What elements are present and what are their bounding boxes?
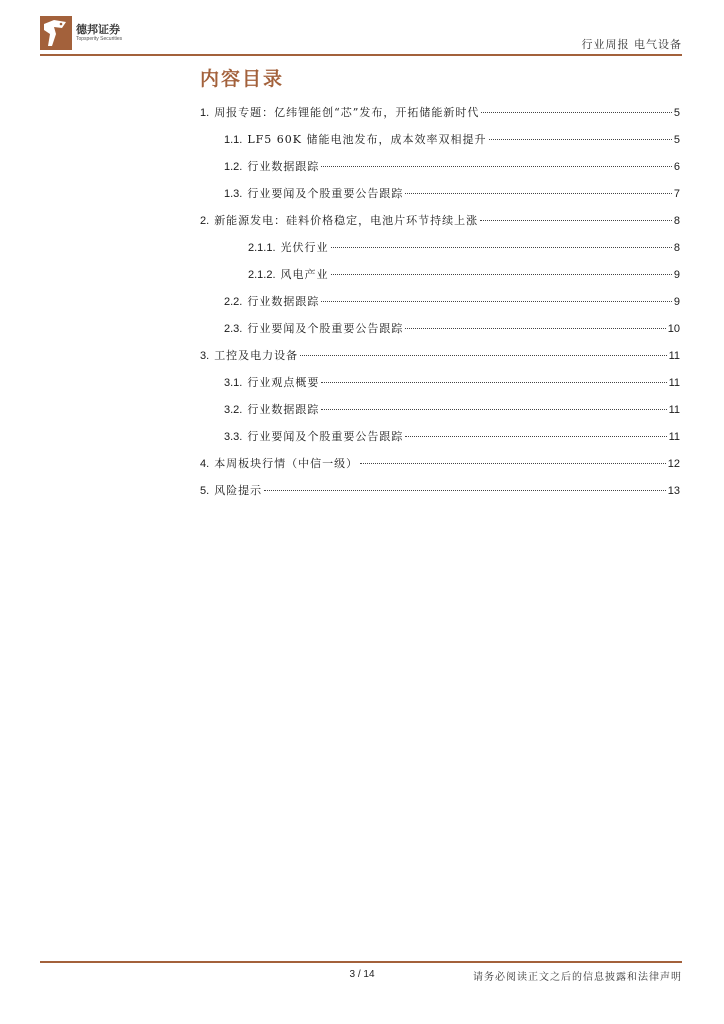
toc-entry-page: 9 — [673, 296, 680, 308]
toc-entry-page: 11 — [668, 377, 680, 389]
toc-entry-number: 2.3. — [224, 323, 243, 335]
toc-entry-number: 1. — [200, 107, 210, 119]
toc-entry-number: 1.3. — [224, 188, 243, 200]
toc-entry-number: 3.3. — [224, 431, 243, 443]
toc-entry-number: 3.1. — [224, 377, 243, 389]
toc-entry-number: 2. — [200, 215, 210, 227]
toc-entry-title: 行业观点概要 — [247, 376, 320, 389]
toc-entry-number: 3.2. — [224, 404, 243, 416]
toc-dot-leader — [405, 193, 672, 194]
toc-dot-leader — [360, 463, 666, 464]
toc-dot-leader — [321, 409, 666, 410]
toc-entry[interactable] — [200, 320, 680, 347]
toc-entry-page: 8 — [673, 215, 680, 227]
toc-entry-number: 4. — [200, 458, 210, 470]
table-of-contents — [200, 104, 680, 509]
toc-entry-title: 工控及电力设备 — [214, 349, 299, 362]
toc-dot-leader — [321, 301, 672, 302]
toc-dot-leader — [480, 220, 672, 221]
toc-entry-number: 2.2. — [224, 296, 243, 308]
toc-entry[interactable] — [200, 293, 680, 320]
toc-entry-title: 行业数据跟踪 — [247, 403, 320, 416]
toc-entry-number: 1.2. — [224, 161, 243, 173]
toc-entry-page: 9 — [673, 269, 680, 281]
toc-entry-title: 行业要闻及个股重要公告跟踪 — [247, 430, 404, 443]
toc-entry-number: 1.1. — [224, 134, 243, 146]
toc-entry-title: LF5 60K 储能电池发布，成本效率双相提升 — [247, 133, 487, 146]
toc-entry[interactable] — [200, 455, 680, 482]
toc-entry-page: 13 — [667, 485, 680, 497]
toc-entry[interactable] — [200, 185, 680, 212]
toc-entry[interactable] — [200, 104, 680, 131]
toc-entry-title: 光伏行业 — [280, 241, 329, 254]
toc-entry-page: 11 — [668, 350, 680, 362]
toc-entry-page: 5 — [673, 134, 680, 146]
toc-entry[interactable] — [200, 131, 680, 158]
toc-entry-title: 新能源发电：硅料价格稳定，电池片环节持续上涨 — [214, 214, 479, 227]
toc-entry-title: 行业要闻及个股重要公告跟踪 — [247, 187, 404, 200]
toc-entry[interactable] — [200, 347, 680, 374]
toc-entry[interactable] — [200, 212, 680, 239]
toc-entry-page: 7 — [673, 188, 680, 200]
footer-divider — [40, 961, 682, 963]
toc-entry[interactable] — [200, 239, 680, 266]
toc-dot-leader — [321, 166, 672, 167]
toc-entry[interactable] — [200, 401, 680, 428]
toc-dot-leader — [405, 436, 666, 437]
toc-entry[interactable] — [200, 266, 680, 293]
company-logo-icon — [40, 16, 72, 50]
toc-entry-number: 5. — [200, 485, 210, 497]
toc-dot-leader — [405, 328, 665, 329]
logo-company-name-en: Topsperity Securities — [76, 36, 123, 42]
toc-dot-leader — [264, 490, 666, 491]
logo-company-name: 德邦证券 — [76, 23, 120, 36]
toc-entry[interactable] — [200, 374, 680, 401]
toc-entry-page: 6 — [673, 161, 680, 173]
toc-entry[interactable] — [200, 428, 680, 455]
toc-entry[interactable] — [200, 482, 680, 509]
brand-logo — [40, 16, 122, 50]
toc-entry[interactable] — [200, 158, 680, 185]
toc-entry-page: 12 — [667, 458, 680, 470]
toc-entry-page: 11 — [668, 431, 680, 443]
toc-entry-number: 2.1.1. — [248, 242, 276, 254]
toc-entry-title: 风电产业 — [280, 268, 329, 281]
toc-entry-number: 2.1.2. — [248, 269, 276, 281]
toc-title: 内容目录 — [200, 68, 285, 90]
toc-entry-title: 本周板块行情（中信一级） — [214, 457, 359, 470]
toc-dot-leader — [321, 382, 666, 383]
toc-dot-leader — [481, 112, 671, 113]
toc-entry-page: 11 — [668, 404, 680, 416]
toc-dot-leader — [489, 139, 672, 140]
toc-entry-title: 周报专题：亿纬锂能创“芯”发布，开拓储能新时代 — [214, 106, 480, 119]
toc-dot-leader — [300, 355, 666, 356]
toc-dot-leader — [331, 247, 672, 248]
toc-entry-page: 10 — [667, 323, 680, 335]
toc-entry-number: 3. — [200, 350, 210, 362]
legal-disclaimer: 请务必阅读正文之后的信息披露和法律声明 — [473, 972, 682, 983]
header-divider — [40, 54, 682, 56]
toc-dot-leader — [331, 274, 672, 275]
page-number: 3 / 14 — [349, 969, 375, 980]
report-category: 行业周报 电气设备 — [581, 38, 682, 51]
toc-entry-title: 行业数据跟踪 — [247, 160, 320, 173]
toc-entry-title: 风险提示 — [214, 484, 263, 497]
toc-entry-page: 5 — [673, 107, 680, 119]
toc-entry-page: 8 — [673, 242, 680, 254]
toc-entry-title: 行业数据跟踪 — [247, 295, 320, 308]
toc-entry-title: 行业要闻及个股重要公告跟踪 — [247, 322, 404, 335]
